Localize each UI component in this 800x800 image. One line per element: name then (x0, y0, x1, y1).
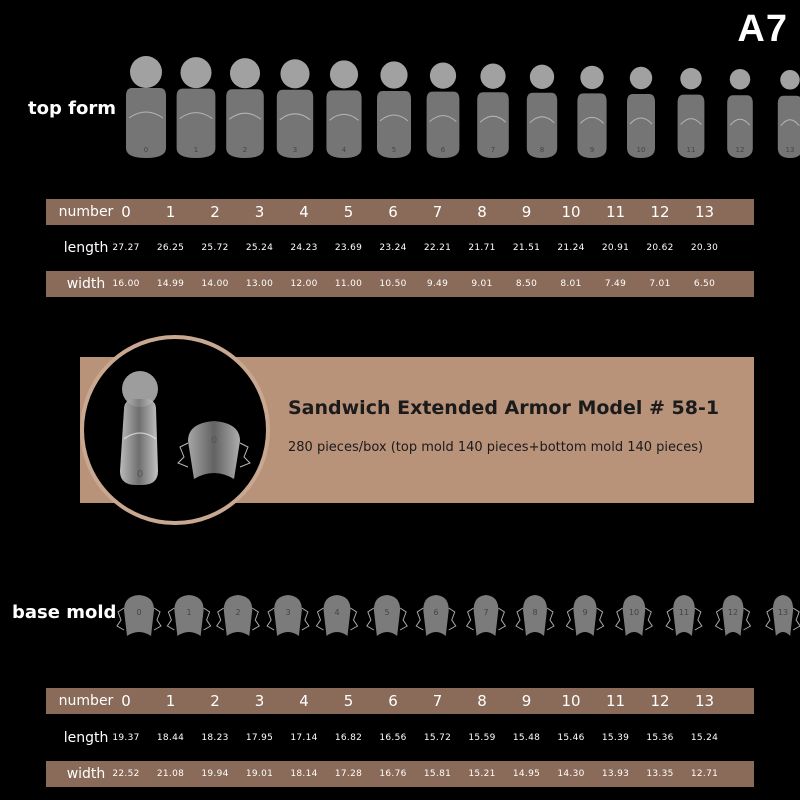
base-mold-size-table (46, 688, 754, 782)
table-cell: 10 (561, 203, 581, 221)
sample-tips-image (84, 339, 266, 521)
tip-number: 9 (581, 608, 588, 617)
base-mold-tip (264, 590, 312, 645)
table-cell: 9.49 (426, 279, 449, 289)
tip-number: 6 (433, 608, 439, 617)
table-cell: 9 (521, 692, 532, 710)
table-cell: 20.30 (690, 243, 719, 253)
table-cell: 21.51 (512, 243, 541, 253)
table-cell: 8.01 (560, 279, 582, 289)
table-cell: 12 (650, 203, 670, 221)
top-form-tip (568, 52, 616, 162)
table-cell: 0 (121, 203, 131, 221)
table-cell: 14.95 (512, 769, 541, 779)
table-cell: 9.01 (471, 279, 493, 289)
table-cell: 18.14 (290, 769, 318, 779)
base-mold-tip (313, 590, 361, 645)
table-cell: 17.95 (245, 733, 274, 743)
table-cell: 19.01 (245, 769, 274, 779)
tip-number: 11 (686, 146, 695, 154)
table-cell: 1 (165, 203, 176, 221)
row-header: number (58, 204, 114, 220)
tip-number: 10 (628, 608, 640, 617)
row-header: width (66, 276, 106, 292)
table-cell: 8.50 (515, 279, 538, 289)
table-cell: 23.24 (379, 243, 407, 253)
table-cell: 4 (299, 692, 309, 710)
table-cell: 1 (165, 692, 176, 710)
table-cell: 8 (477, 203, 487, 221)
table-cell: 3 (254, 203, 265, 221)
table-cell: 23.69 (334, 243, 363, 253)
top-form-tip (271, 52, 319, 162)
table-cell: 21.71 (468, 243, 496, 253)
sample-top-tip-number: 0 (136, 469, 144, 480)
base-mold-tip (610, 590, 658, 645)
tip-number: 13 (785, 146, 794, 154)
table-cell: 25.24 (245, 243, 274, 253)
top-form-tip (370, 52, 418, 162)
base-mold-tip (660, 590, 708, 645)
width-row (46, 271, 754, 297)
top-form-tip (172, 52, 220, 162)
table-cell: 13 (694, 203, 715, 221)
base-mold-tip (709, 590, 757, 645)
table-cell: 7 (432, 692, 443, 710)
tip-number: 12 (727, 608, 739, 617)
length-row (46, 725, 754, 751)
tip-number: 2 (235, 608, 241, 617)
base-mold-tip (363, 590, 411, 645)
row-header: length (63, 240, 109, 256)
tip-number: 3 (292, 146, 297, 154)
sample-base-tip-number: 0 (210, 435, 218, 446)
table-cell: 2 (210, 692, 220, 710)
length-row (46, 235, 754, 261)
tip-number: 11 (678, 608, 689, 617)
table-cell: 12 (650, 692, 670, 710)
table-cell: 6 (388, 692, 398, 710)
table-cell: 16.76 (379, 769, 407, 779)
tip-number: 1 (185, 608, 192, 617)
table-cell: 0 (121, 692, 131, 710)
table-cell: 11 (605, 203, 626, 221)
row-header: number (58, 693, 114, 709)
table-cell: 3 (254, 692, 265, 710)
base-mold-tip (561, 590, 609, 645)
table-cell: 11.00 (334, 279, 363, 289)
base-mold-tip (412, 590, 460, 645)
tip-number: 6 (440, 146, 446, 154)
number-row (46, 688, 754, 714)
top-form-tip (617, 52, 665, 162)
product-title: Sandwich Extended Armor Model # 58-1 (288, 397, 720, 419)
base-mold-tip-icon (178, 421, 250, 479)
tip-number: 9 (589, 146, 594, 154)
tip-number: 4 (341, 146, 347, 154)
table-cell: 7.01 (649, 279, 671, 289)
table-cell: 7 (432, 203, 443, 221)
tip-number: 7 (482, 608, 489, 617)
table-cell: 16.00 (112, 279, 140, 289)
tip-number: 0 (136, 608, 142, 617)
table-cell: 6.50 (693, 279, 716, 289)
table-cell: 25.72 (201, 243, 229, 253)
base-mold-tip (115, 590, 163, 645)
table-cell: 15.36 (646, 733, 674, 743)
table-cell: 5 (343, 692, 354, 710)
table-cell: 9 (521, 203, 532, 221)
table-cell: 21.08 (156, 769, 185, 779)
table-cell: 19.37 (112, 733, 140, 743)
table-cell: 13 (694, 692, 715, 710)
table-cell: 4 (299, 203, 309, 221)
top-form-tip (320, 52, 368, 162)
tip-number: 13 (777, 608, 788, 617)
table-cell: 6 (388, 203, 398, 221)
model-badge: A7 (737, 8, 788, 50)
table-cell: 20.62 (646, 243, 674, 253)
table-cell: 7.49 (604, 279, 627, 289)
base-mold-tips (115, 590, 788, 645)
tip-number: 2 (242, 146, 248, 154)
table-cell: 14.00 (201, 279, 229, 289)
table-cell: 13.35 (646, 769, 674, 779)
tip-number: 7 (490, 146, 495, 154)
top-form-tip (766, 52, 800, 162)
base-mold-tip (214, 590, 262, 645)
table-cell: 22.21 (423, 243, 452, 253)
table-cell: 15.81 (423, 769, 452, 779)
table-cell: 24.23 (290, 243, 318, 253)
base-mold-tip (462, 590, 510, 645)
tip-number: 8 (539, 146, 545, 154)
table-cell: 15.46 (557, 733, 585, 743)
table-cell: 19.94 (201, 769, 229, 779)
table-cell: 26.25 (156, 243, 185, 253)
table-cell: 11 (605, 692, 626, 710)
base-mold-tip (511, 590, 559, 645)
top-form-tip (716, 52, 764, 162)
table-cell: 14.99 (156, 279, 185, 289)
top-form-size-table (46, 199, 754, 292)
table-cell: 17.28 (334, 769, 363, 779)
table-cell: 13.93 (601, 769, 630, 779)
number-row (46, 199, 754, 225)
width-row (46, 761, 754, 787)
top-form-tip (518, 52, 566, 162)
table-cell: 15.21 (468, 769, 496, 779)
table-cell: 5 (343, 203, 354, 221)
top-form-tip (667, 52, 715, 162)
tip-number: 5 (383, 608, 390, 617)
top-form-label: top form (28, 98, 116, 119)
table-cell: 14.30 (557, 769, 585, 779)
table-cell: 22.52 (112, 769, 140, 779)
top-form-tip (419, 52, 467, 162)
row-header: length (63, 730, 109, 746)
top-form-tip-icon (120, 371, 158, 485)
row-header: width (66, 766, 106, 782)
table-cell: 20.91 (601, 243, 630, 253)
table-cell: 27.27 (112, 243, 140, 253)
table-cell: 8 (477, 692, 487, 710)
tip-number: 3 (284, 608, 291, 617)
top-form-tips (115, 52, 794, 162)
product-subtitle: 280 pieces/box (top mold 140 pieces+bottom mold 140 pieces) (288, 440, 704, 455)
tip-number: 0 (143, 146, 149, 154)
table-cell: 13.00 (245, 279, 274, 289)
table-cell: 15.72 (423, 733, 452, 743)
tip-number: 5 (391, 146, 396, 154)
top-form-tip (122, 52, 170, 162)
tip-number: 10 (636, 146, 646, 154)
table-cell: 21.24 (557, 243, 585, 253)
tip-number: 1 (193, 146, 198, 154)
table-cell: 18.44 (156, 733, 185, 743)
table-cell: 15.59 (468, 733, 496, 743)
table-cell: 12.00 (290, 279, 318, 289)
table-cell: 15.24 (690, 733, 719, 743)
top-form-tip (469, 52, 517, 162)
table-cell: 10.50 (379, 279, 407, 289)
table-cell: 16.56 (379, 733, 407, 743)
tip-number: 12 (735, 146, 745, 154)
tip-number: 8 (532, 608, 538, 617)
table-cell: 15.48 (512, 733, 541, 743)
table-cell: 16.82 (334, 733, 363, 743)
base-mold-label: base mold (12, 602, 117, 623)
table-cell: 15.39 (601, 733, 630, 743)
table-cell: 12.71 (690, 769, 719, 779)
base-mold-tip (165, 590, 213, 645)
table-cell: 18.23 (201, 733, 229, 743)
top-form-tip (221, 52, 269, 162)
table-cell: 10 (561, 692, 581, 710)
table-cell: 2 (210, 203, 220, 221)
product-image-circle (80, 335, 270, 525)
tip-number: 4 (334, 608, 340, 617)
base-mold-tip (759, 590, 800, 645)
table-cell: 17.14 (290, 733, 318, 743)
